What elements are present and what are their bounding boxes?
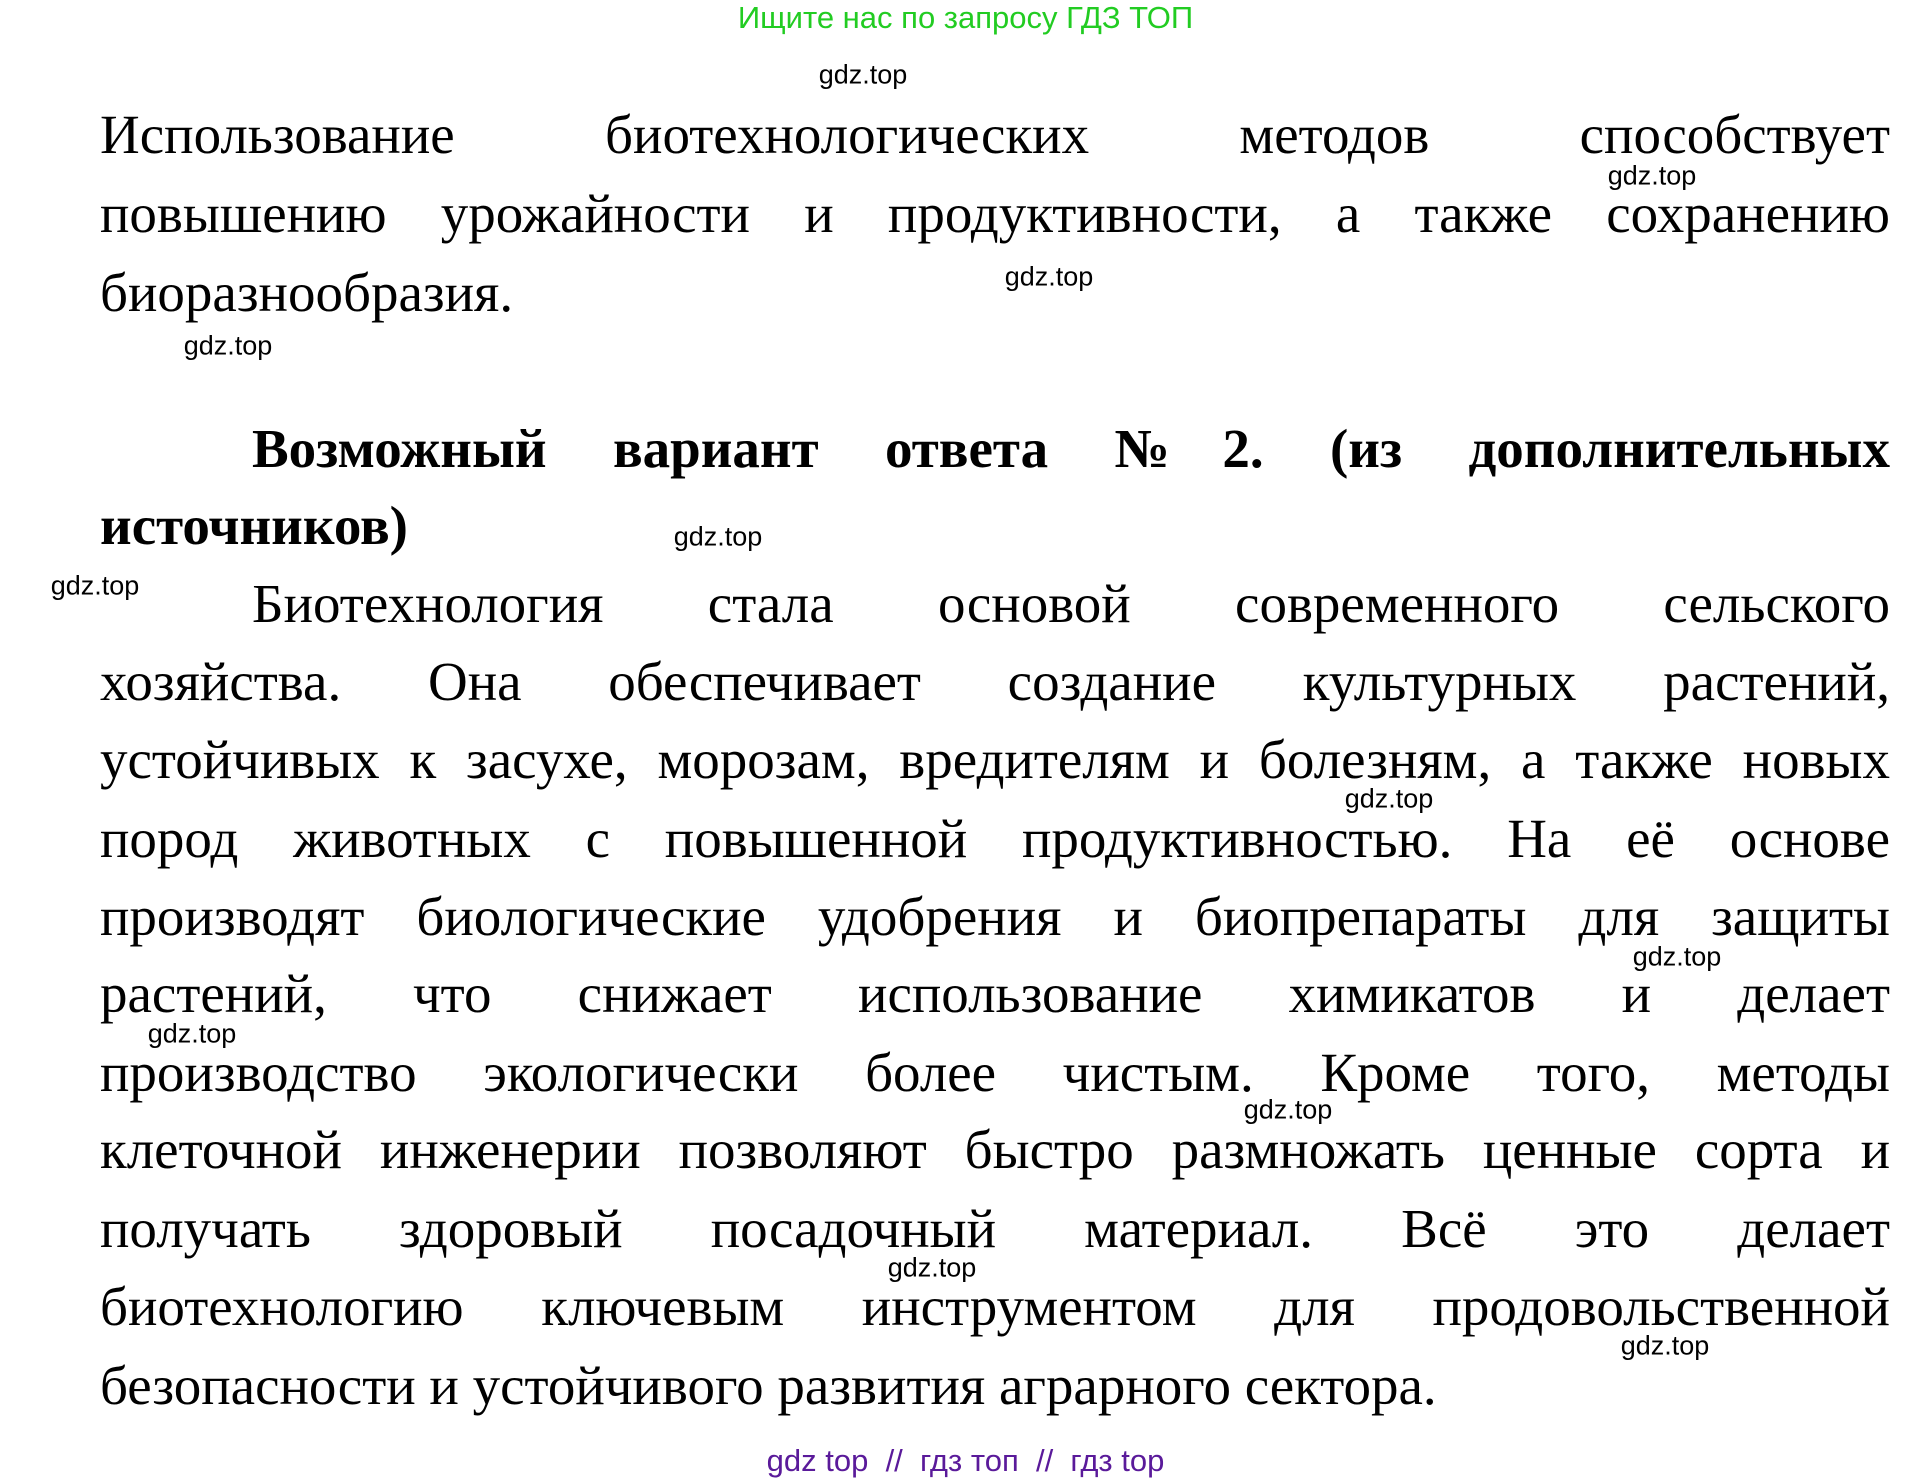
watermark: gdz.top <box>183 330 273 361</box>
watermark: gdz.top <box>147 1018 237 1049</box>
watermark: gdz.top <box>1632 941 1722 972</box>
paragraph2-line: устойчивых к засухе, морозам, вредителям и болезням, а также новых <box>100 729 1890 790</box>
footer-links: gdz top // гдз топ // гдз top <box>766 1443 1165 1478</box>
answer-heading-line: источников) <box>100 495 408 556</box>
watermark: gdz.top <box>818 59 908 90</box>
paragraph2-line: пород животных с повышенной продуктивностью. На её основе <box>100 808 1890 869</box>
search-hint-banner: Ищите нас по запросу ГДЗ ТОП <box>737 0 1194 35</box>
watermark: gdz.top <box>1607 160 1697 191</box>
watermark: gdz.top <box>1243 1094 1333 1125</box>
paragraph2-line: производят биологические удобрения и биопрепараты для защиты <box>100 886 1890 947</box>
paragraph2-line: получать здоровый посадочный материал. Всё это делает <box>100 1198 1890 1259</box>
paragraph1-line: биоразнообразия. <box>100 262 514 323</box>
paragraph2-line: биотехнологию ключевым инструментом для продовольственной <box>100 1276 1890 1337</box>
watermark: gdz.top <box>887 1252 977 1283</box>
watermark: gdz.top <box>673 521 763 552</box>
answer-heading-line: Возможный вариант ответа №2. (из дополнительных <box>252 418 1890 479</box>
paragraph2-line: хозяйства. Она обеспечивает создание культурных растений, <box>100 651 1890 712</box>
watermark: gdz.top <box>50 570 140 601</box>
paragraph2-line: безопасности и устойчивого развития аграрного сектора. <box>100 1355 1437 1416</box>
watermark: gdz.top <box>1620 1330 1710 1361</box>
watermark: gdz.top <box>1344 783 1434 814</box>
paragraph2-line: Биотехнология стала основой современного сельского <box>252 573 1890 634</box>
paragraph2-line: клеточной инженерии позволяют быстро размножать ценные сорта и <box>100 1119 1890 1180</box>
paragraph1-line: повышению урожайности и продуктивности, а также сохранению <box>100 183 1890 244</box>
paragraph1-line: Использование биотехнологических методов способствует <box>100 104 1890 165</box>
paragraph2-line: растений, что снижает использование химикатов и делает <box>100 963 1890 1024</box>
paragraph2-line: производство экологически более чистым. Кроме того, методы <box>100 1042 1890 1103</box>
watermark: gdz.top <box>1004 261 1094 292</box>
